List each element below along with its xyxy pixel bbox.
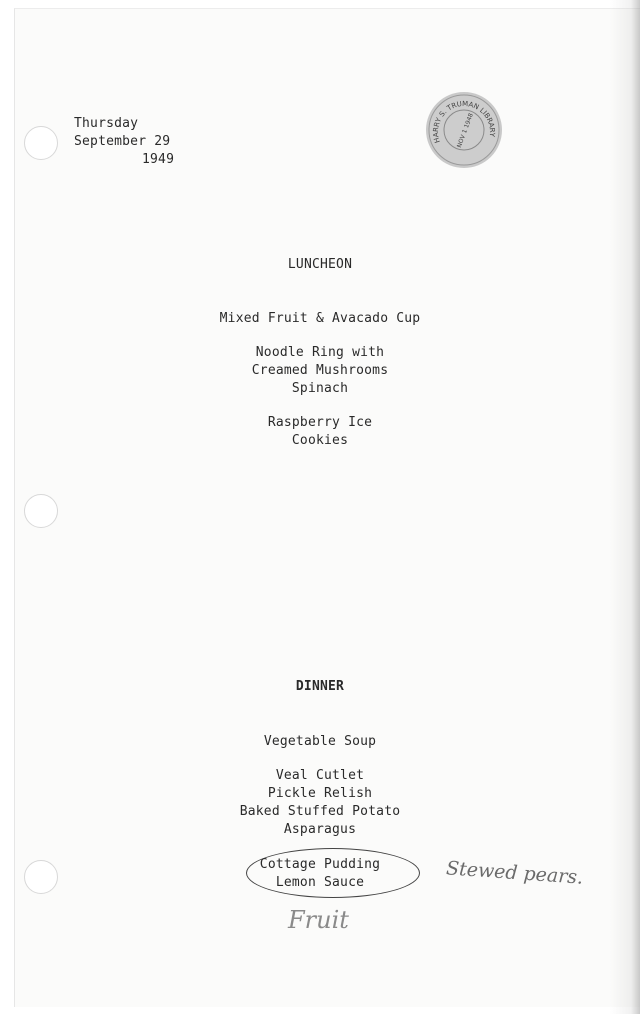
stamp-text: HARRY S. TRUMAN LIBRARY xyxy=(431,99,497,144)
dinner-item: Veal Cutlet xyxy=(275,768,365,783)
header-date: September 29 xyxy=(74,134,171,149)
circled-dessert-outline xyxy=(246,848,420,898)
library-stamp xyxy=(426,92,502,168)
handwritten-below-note: Fruit xyxy=(288,906,349,934)
dinner-item: Baked Stuffed Potato xyxy=(239,804,401,819)
punch-hole-top xyxy=(24,126,58,160)
header-day: Thursday xyxy=(74,116,139,131)
stamp-inner-date: NOV 1 1948 xyxy=(455,112,475,149)
dinner-item: Lemon Sauce xyxy=(275,875,365,890)
dinner-item: Cottage Pudding xyxy=(259,857,381,872)
punch-hole-middle xyxy=(24,494,58,528)
dinner-item: Vegetable Soup xyxy=(263,734,377,749)
handwritten-side-note: Stewed pears. xyxy=(445,857,584,889)
luncheon-item: Mixed Fruit & Avacado Cup xyxy=(219,311,421,326)
header-year: 1949 xyxy=(142,152,175,167)
luncheon-item: Raspberry Ice xyxy=(267,415,373,430)
luncheon-item: Spinach xyxy=(291,381,349,396)
luncheon-heading: LUNCHEON xyxy=(287,257,353,272)
luncheon-item: Noodle Ring with xyxy=(255,345,385,360)
luncheon-item: Creamed Mushrooms xyxy=(251,363,389,378)
dinner-heading: DINNER xyxy=(295,679,345,694)
dinner-item: Pickle Relish xyxy=(267,786,373,801)
luncheon-item: Cookies xyxy=(291,433,349,448)
dinner-item: Asparagus xyxy=(283,822,357,837)
